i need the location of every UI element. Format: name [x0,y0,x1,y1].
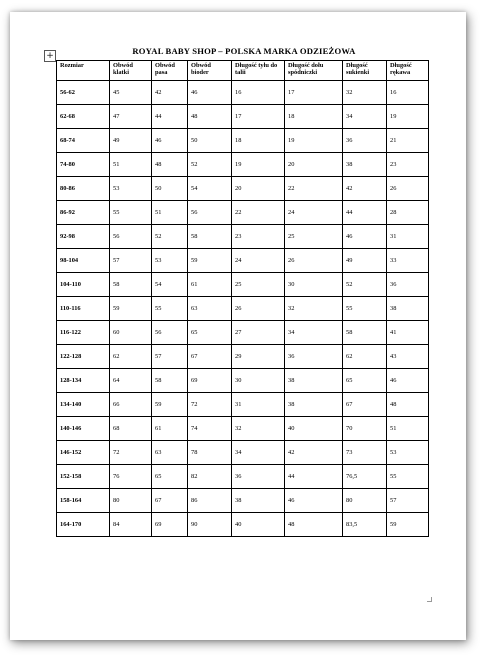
table-cell: 42 [152,81,188,105]
table-cell: 50 [188,129,232,153]
table-cell: 90 [188,513,232,537]
table-cell: 43 [387,345,429,369]
table-cell: 48 [152,153,188,177]
table-row [57,177,429,201]
table-cell: 26 [285,249,343,273]
table-cell: 67 [152,489,188,513]
table-cell: 57 [387,489,429,513]
table-cell: 55 [343,297,387,321]
size-cell: 140-146 [57,417,110,441]
table-cell: 65 [343,369,387,393]
table-cell: 66 [110,393,152,417]
size-cell: 134-140 [57,393,110,417]
table-row [57,369,429,393]
table-cell: 63 [188,297,232,321]
table-cell: 16 [232,81,285,105]
size-cell: 86-92 [57,201,110,225]
column-header: Obwód klatki [110,61,152,81]
size-cell: 128-134 [57,369,110,393]
size-cell: 116-122 [57,321,110,345]
table-cell: 34 [343,105,387,129]
table-cell: 62 [110,345,152,369]
table-cell: 61 [188,273,232,297]
table-cell: 42 [343,177,387,201]
table-cell: 53 [152,249,188,273]
table-cell: 31 [232,393,285,417]
table-cell: 23 [387,153,429,177]
table-cell: 25 [232,273,285,297]
size-cell: 104-110 [57,273,110,297]
table-cell: 49 [110,129,152,153]
table-cell: 40 [285,417,343,441]
table-cell: 69 [152,513,188,537]
table-cell: 69 [188,369,232,393]
size-cell: 122-128 [57,345,110,369]
table-row [57,249,429,273]
table-cell: 56 [188,201,232,225]
table-cell: 16 [387,81,429,105]
table-cell: 48 [285,513,343,537]
table-cell: 32 [232,417,285,441]
table-cell: 20 [232,177,285,201]
table-cell: 32 [343,81,387,105]
table-cell: 26 [232,297,285,321]
table-cell: 18 [285,105,343,129]
table-cell: 56 [110,225,152,249]
table-cell: 46 [387,369,429,393]
table-cell: 51 [387,417,429,441]
table-cell: 23 [232,225,285,249]
size-cell: 110-116 [57,297,110,321]
table-row [57,513,429,537]
table-cell: 64 [110,369,152,393]
table-cell: 40 [232,513,285,537]
table-row [57,441,429,465]
table-cell: 34 [232,441,285,465]
size-cell: 80-86 [57,177,110,201]
table-cell: 74 [188,417,232,441]
table-cell: 31 [387,225,429,249]
table-cell: 51 [152,201,188,225]
table-cell: 46 [152,129,188,153]
table-cell: 45 [110,81,152,105]
table-cell: 55 [110,201,152,225]
column-header: Długość sukienki [343,61,387,81]
table-cell: 52 [188,153,232,177]
table-cell: 41 [387,321,429,345]
table-cell: 29 [232,345,285,369]
table-cell: 76 [110,465,152,489]
table-row [57,129,429,153]
table-row [57,81,429,105]
table-cell: 72 [188,393,232,417]
table-cell: 52 [343,273,387,297]
table-cell: 32 [285,297,343,321]
table-cell: 17 [232,105,285,129]
size-cell: 62-68 [57,105,110,129]
table-cell: 65 [188,321,232,345]
table-row [57,201,429,225]
table-cell: 49 [343,249,387,273]
table-cell: 36 [343,129,387,153]
table-cell: 19 [232,153,285,177]
table-cell: 30 [232,369,285,393]
table-row [57,321,429,345]
table-cell: 54 [188,177,232,201]
table-cell: 57 [152,345,188,369]
table-cell: 36 [285,345,343,369]
table-cell: 61 [152,417,188,441]
table-cell: 38 [232,489,285,513]
table-cell: 59 [152,393,188,417]
table-cell: 38 [343,153,387,177]
table-cell: 58 [110,273,152,297]
table-cell: 44 [285,465,343,489]
column-header: Rozmiar [57,61,110,81]
table-cell: 80 [110,489,152,513]
size-cell: 158-164 [57,489,110,513]
table-cell: 62 [343,345,387,369]
table-cell: 56 [152,321,188,345]
size-cell: 56-62 [57,81,110,105]
table-cell: 55 [152,297,188,321]
table-cell: 58 [188,225,232,249]
table-cell: 33 [387,249,429,273]
table-cell: 20 [285,153,343,177]
table-cell: 46 [188,81,232,105]
table-cell: 76,5 [343,465,387,489]
table-cell: 38 [285,369,343,393]
table-cell: 22 [232,201,285,225]
table-cell: 59 [387,513,429,537]
table-cell: 51 [110,153,152,177]
table-row [57,153,429,177]
table-cell: 22 [285,177,343,201]
table-cell: 52 [152,225,188,249]
table-row [57,489,429,513]
size-cell: 92-98 [57,225,110,249]
table-cell: 55 [387,465,429,489]
table-cell: 30 [285,273,343,297]
size-cell: 74-80 [57,153,110,177]
table-cell: 27 [232,321,285,345]
table-cell: 48 [188,105,232,129]
table-cell: 50 [152,177,188,201]
table-cell: 59 [188,249,232,273]
size-cell: 68-74 [57,129,110,153]
table-cell: 25 [285,225,343,249]
table-row [57,417,429,441]
table-cell: 58 [343,321,387,345]
column-header: Długość rękawa [387,61,429,81]
table-cell: 72 [110,441,152,465]
size-cell: 152-158 [57,465,110,489]
table-cell: 70 [343,417,387,441]
table-cell: 83,5 [343,513,387,537]
table-cell: 54 [152,273,188,297]
table-cell: 63 [152,441,188,465]
table-cell: 44 [343,201,387,225]
table-cell: 78 [188,441,232,465]
table-row [57,297,429,321]
document-title: ROYAL BABY SHOP – POLSKA MARKA ODZIEŻOWA [132,46,356,56]
table-cell: 24 [285,201,343,225]
table-cell: 34 [285,321,343,345]
table-cell: 48 [387,393,429,417]
table-cell: 36 [232,465,285,489]
table-cell: 19 [387,105,429,129]
table-row [57,393,429,417]
table-cell: 21 [387,129,429,153]
table-cell: 19 [285,129,343,153]
table-move-handle-icon[interactable]: + [44,50,56,62]
table-cell: 53 [110,177,152,201]
table-cell: 86 [188,489,232,513]
size-cell: 164-170 [57,513,110,537]
table-cell: 67 [188,345,232,369]
table-cell: 26 [387,177,429,201]
table-cell: 42 [285,441,343,465]
table-cell: 60 [110,321,152,345]
size-cell: 146-152 [57,441,110,465]
table-body [57,81,429,537]
table-resize-handle[interactable] [427,597,432,602]
table-cell: 17 [285,81,343,105]
table-cell: 57 [110,249,152,273]
table-cell: 47 [110,105,152,129]
size-cell: 98-104 [57,249,110,273]
table-row [57,225,429,249]
table-cell: 82 [188,465,232,489]
table-cell: 18 [232,129,285,153]
table-row [57,465,429,489]
table-cell: 73 [343,441,387,465]
table-cell: 67 [343,393,387,417]
table-row [57,345,429,369]
table-row [57,273,429,297]
column-header: Długość tyłu do talii [232,61,285,81]
table-cell: 84 [110,513,152,537]
table-cell: 36 [387,273,429,297]
table-cell: 24 [232,249,285,273]
column-header: Obwód pasa [152,61,188,81]
size-chart-table [56,60,429,537]
table-cell: 58 [152,369,188,393]
table-cell: 38 [387,297,429,321]
table-cell: 44 [152,105,188,129]
table-cell: 28 [387,201,429,225]
column-header: Obwód bioder [188,61,232,81]
table-row [57,105,429,129]
table-cell: 38 [285,393,343,417]
table-cell: 46 [285,489,343,513]
table-cell: 59 [110,297,152,321]
table-header-row [57,61,429,81]
table-cell: 46 [343,225,387,249]
table-cell: 80 [343,489,387,513]
table-cell: 65 [152,465,188,489]
table-cell: 68 [110,417,152,441]
column-header: Długość dołu spódniczki [285,61,343,81]
table-cell: 53 [387,441,429,465]
